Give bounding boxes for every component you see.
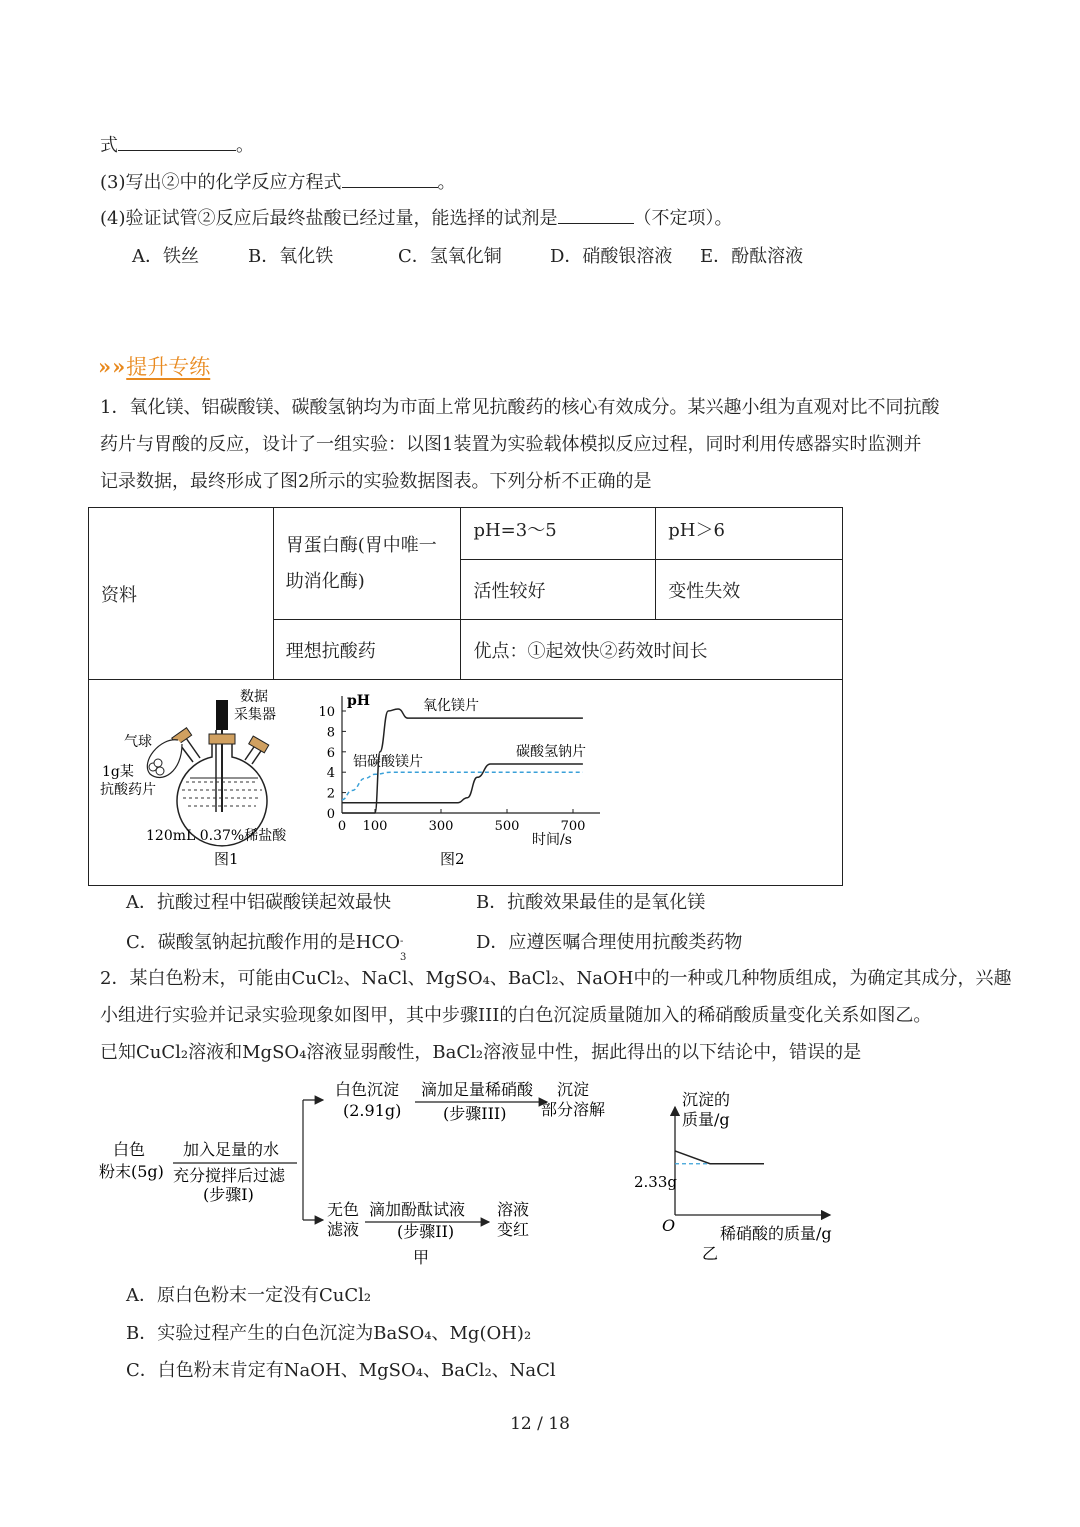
q2-text-line: 2．某白色粉末，可能由CuCl₂、NaCl、MgSO₄、BaCl₂、NaOH中的一种或几种物质组成，为确定其成分，兴趣 — [100, 968, 1012, 989]
option-b: B．氧化铁 — [248, 246, 334, 267]
y-tick-label: 2 — [326, 786, 335, 802]
x-tick-label: 500 — [494, 819, 520, 834]
x-tick-label: 0 — [337, 819, 347, 834]
powder-label: 粉末(5g) — [99, 1162, 164, 1181]
chart-yi-caption: 乙 — [702, 1244, 719, 1263]
q3-line: (3)写出②中的化学反应方程式 。 — [100, 169, 456, 195]
q2-option-c: C．白色粉末肯定有NaOH、MgSO₄、BaCl₂、NaCl — [126, 1360, 556, 1381]
figure1-caption: 图1 — [214, 850, 239, 868]
q4-line: (4)验证试管②反应后最终盐酸已经过量，能选择的试剂是 （不定项）。 — [100, 205, 733, 231]
balloon-label: 气球 — [124, 734, 152, 750]
filtrate-label: 无色 — [327, 1200, 360, 1219]
q1-option-b: B．抗酸效果最佳的是氧化镁 — [476, 892, 706, 913]
y-tick-label: 0 — [326, 807, 335, 822]
step3-label: 滴加足量稀硝酸 — [421, 1080, 534, 1099]
pepsin-cell: 胃蛋白酶(胃中唯一 助消化酶) — [273, 508, 461, 620]
double-chevron-icon: » — [112, 354, 123, 379]
step3-label: (步骤III) — [443, 1104, 507, 1123]
step2-label: 滴加酚酞试液 — [369, 1200, 466, 1219]
y-axis-label: pH — [347, 693, 371, 709]
series-label-nahco3: 碳酸氢钠片 — [516, 744, 586, 760]
flow-diagram — [95, 1075, 635, 1270]
flow-caption: 甲 — [413, 1248, 430, 1267]
y-axis-label: 沉淀的 — [682, 1090, 731, 1109]
ph-high-cell: pH＞6 — [656, 508, 843, 560]
advantage-cell: 优点：①起效快②药效时间长 — [461, 620, 843, 680]
precipitate-line — [675, 1151, 764, 1164]
precipitate-label: 白色沉淀 — [335, 1080, 400, 1099]
q1-option-a: A．抗酸过程中铝碳酸镁起效最快 — [126, 892, 391, 913]
series-line-0 — [342, 709, 583, 813]
y-tick-label: 2.33g — [634, 1173, 678, 1191]
tablet-label: 抗酸药片 — [100, 782, 156, 798]
q2-option-b: B．实验过程产生的白色沉淀为BaSO₄、Mg(OH)₂ — [126, 1323, 532, 1344]
origin-label: O — [662, 1216, 676, 1235]
x-tick-label: 700 — [560, 819, 586, 834]
y-tick-label: 10 — [318, 705, 335, 720]
section-title: 提升专练 — [126, 355, 211, 379]
result3-label: 沉淀 — [557, 1080, 590, 1099]
answer-blank[interactable] — [342, 169, 438, 188]
q1-text-line: 记录数据，最终形成了图2所示的实验数据图表。下列分析不正确的是 — [100, 471, 652, 492]
y-tick-label: 6 — [326, 745, 335, 761]
precipitate-chart — [630, 1085, 850, 1265]
q2-text-line: 小组进行实验并记录实验现象如图甲，其中步骤III的白色沉淀质量随加入的稀硝酸质量变化关系如图乙。 — [100, 1005, 932, 1026]
step1-label: 加入足量的水 — [183, 1140, 280, 1159]
result2-label: 变红 — [497, 1220, 530, 1239]
option-c: C．氢氧化铜 — [398, 246, 502, 267]
answer-blank[interactable] — [118, 132, 236, 151]
ph-chart — [300, 682, 600, 882]
y-tick-label: 8 — [326, 725, 335, 741]
tablet-label: 1g某 — [102, 764, 134, 780]
y-tick-label: 4 — [326, 766, 335, 782]
q2-text-line: 已知CuCl₂溶液和MgSO₄溶液显弱酸性，BaCl₂溶液显中性，据此得出的以下结论中，错误的是 — [100, 1042, 862, 1063]
double-chevron-icon: » — [98, 354, 109, 379]
q1-option-d: D．应遵医嘱合理使用抗酸类药物 — [476, 932, 743, 953]
inactive-cell: 变性失效 — [656, 560, 843, 620]
q1-text-line: 1．氧化镁、铝碳酸镁、碳酸氢钠均为市面上常见抗酸药的核心有效成分。某兴趣小组为直观对比不同抗酸 — [100, 397, 940, 418]
ph-low-cell: pH=3～5 — [461, 508, 656, 560]
powder-label: 白色 — [113, 1140, 146, 1159]
balloon-icon — [147, 740, 182, 778]
option-e: E．酚酞溶液 — [700, 246, 804, 267]
option-a: A．铁丝 — [132, 246, 199, 267]
step2-label: (步骤II) — [397, 1222, 455, 1241]
result2-label: 溶液 — [497, 1200, 530, 1219]
collector-label: 数据 — [240, 689, 268, 705]
acid-label: 120mL 0.37%稀盐酸 — [146, 828, 287, 844]
option-d: D．硝酸银溶液 — [550, 246, 673, 267]
sensor-probe-icon — [216, 700, 228, 730]
section-heading — [98, 353, 210, 381]
precipitate-label: (2.91g) — [343, 1101, 402, 1120]
step1-label: (步骤I) — [203, 1185, 254, 1204]
x-axis-label: 时间/s — [532, 832, 572, 848]
q2-answer-line: 式 。 — [100, 132, 254, 158]
q2-option-a: A．原白色粉末一定没有CuCl₂ — [126, 1285, 372, 1306]
page-number: 12 / 18 — [510, 1414, 570, 1434]
ziliao-cell: 资料 — [89, 508, 274, 680]
active-cell: 活性较好 — [461, 560, 656, 620]
x-tick-label: 100 — [362, 819, 388, 834]
result3-label: 部分溶解 — [541, 1100, 606, 1119]
q1-text-line: 药片与胃酸的反应，设计了一组实验：以图1装置为实验载体模拟反应过程，同时利用传感器实时监测并 — [100, 434, 922, 455]
ideal-cell: 理想抗酸药 — [273, 620, 461, 680]
x-axis-label: 稀硝酸的质量/g — [720, 1224, 832, 1243]
series-label-mgo: 氧化镁片 — [423, 698, 479, 714]
series-label-al: 铝碳酸镁片 — [353, 754, 423, 770]
apparatus-figure — [90, 682, 320, 882]
x-tick-label: 300 — [428, 819, 454, 834]
answer-blank[interactable] — [558, 205, 634, 224]
figure2-caption: 图2 — [440, 850, 465, 868]
collector-label: 采集器 — [234, 707, 276, 723]
y-axis-label: 质量/g — [682, 1110, 730, 1129]
filtrate-label: 滤液 — [327, 1220, 360, 1239]
step1-label: 充分搅拌后过滤 — [173, 1166, 286, 1185]
q1-option-c: C．碳酸氢钠起抗酸作用的是HCO - 3 — [126, 932, 407, 963]
